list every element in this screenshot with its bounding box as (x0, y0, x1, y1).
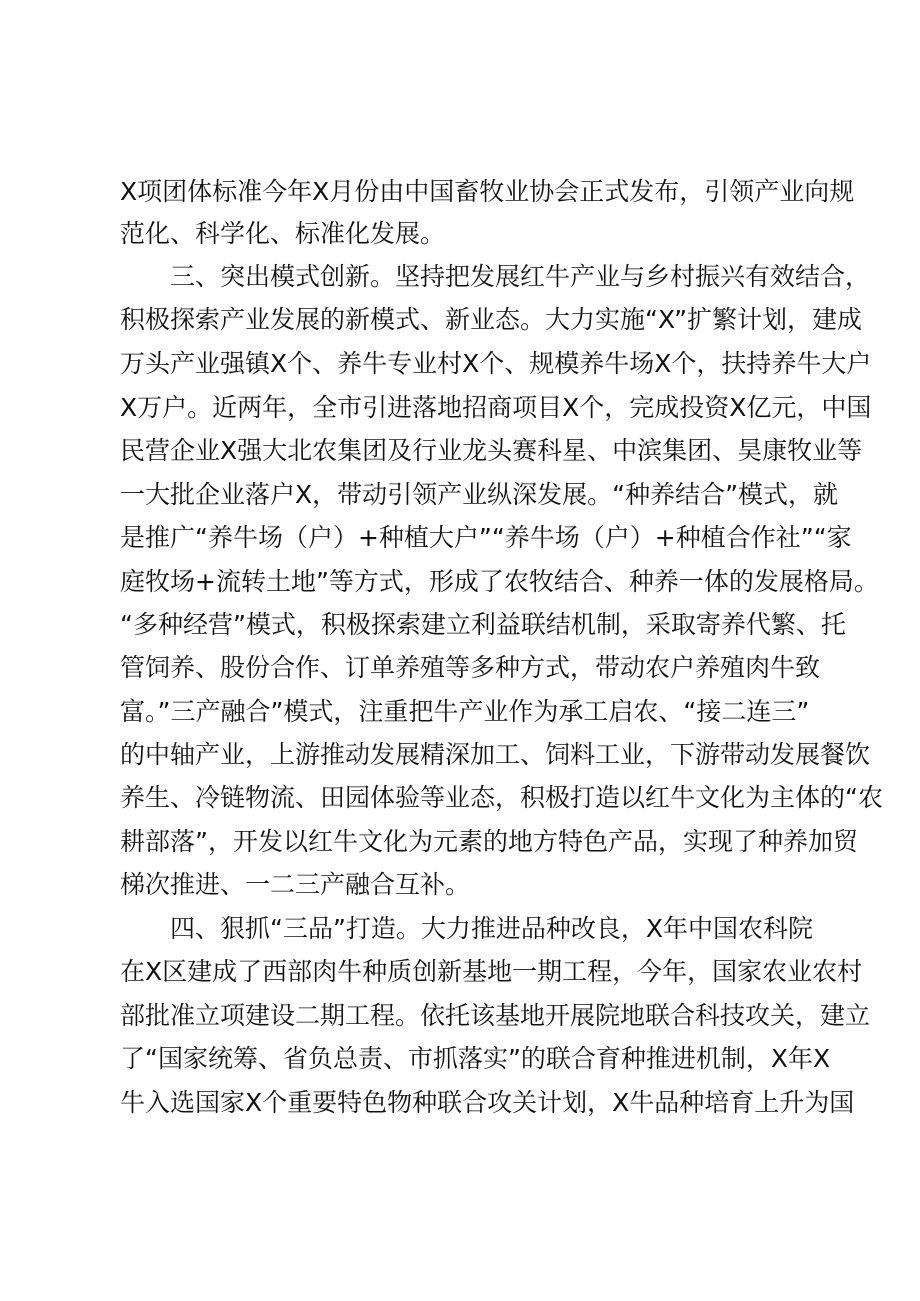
text-line: 牛入选国家X个重要特色物种联合攻关计划，X牛品种培育上升为国 (120, 1088, 855, 1117)
text-line: X项团体标准今年X月份由中国畜牧业协会正式发布，引领产业向规 (120, 177, 855, 206)
text-line: 是推广“养牛场（户）+种植大户”“养牛场（户）+种植合作社”“家 (120, 523, 852, 552)
section-heading-line: 四、狠抓“三品”打造。大力推进品种改良，X年中国农科院 (170, 914, 814, 943)
text-line: 庭牧场+流转土地”等方式，形成了农牧结合、种养一体的发展格局。 (120, 567, 879, 596)
text-line: X万户。近两年，全市引进落地招商项目X个，完成投资X亿元，中国 (120, 393, 872, 422)
text-line: 耕部落”，开发以红牛文化为元素的地方特色产品，实现了种养加贸 (120, 827, 858, 856)
text-line: 管饲养、股份合作、订单养殖等多种方式，带动农户养殖肉牛致 (120, 653, 821, 682)
text-line: 的中轴产业，上游推动发展精深加工、饲料工业，下游带动发展餐饮 (120, 740, 871, 769)
text-line: “多种经营”模式，积极探索建立利益联结机制，采取寄养代繁、托 (120, 610, 846, 639)
section-heading-line: 三、突出模式创新。坚持把发展红牛产业与乡村振兴有效结合， (170, 262, 871, 291)
text-line: 范化、科学化、标准化发展。 (120, 219, 446, 248)
text-line: 部批准立项建设二期工程。依托该基地开展院地联合科技攻关，建立 (120, 1001, 871, 1030)
text-line: 积极探索产业发展的新模式、新业态。大力实施“X”扩繁计划，建成 (120, 305, 863, 334)
text-line: 了“国家统筹、省负总责、市抓落实”的联合育种推进机制，X年X (120, 1044, 831, 1073)
text-line: 民营企业X强大北农集团及行业龙头赛科星、中滨集团、昊康牧业等 (120, 436, 863, 465)
text-line: 梯次推进、一二三产融合互补。 (120, 870, 471, 899)
text-line: 养生、冷链物流、田园体验等业态，积极打造以红牛文化为主体的“农 (120, 783, 883, 812)
text-line: 一大批企业落户X，带动引领产业纵深发展。“种养结合”模式，就 (120, 480, 839, 509)
text-line: 富。”三产融合”模式，注重把牛产业作为承工启农、“接二连三” (120, 697, 810, 726)
text-line: 万头产业强镇X个、养牛专业村X个、规模养牛场X个，扶持养牛大户 (120, 349, 872, 378)
text-line: 在X区建成了西部肉牛种质创新基地一期工程，今年，国家农业农村 (120, 957, 863, 986)
